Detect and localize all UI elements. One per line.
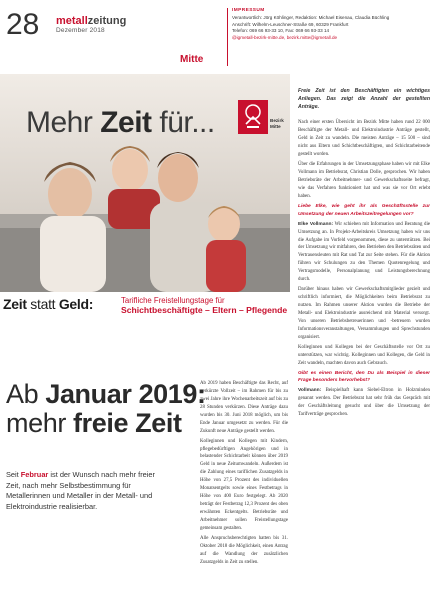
article-column-right (298, 88, 430, 594)
speaker-name: Elke Vollmann: (298, 221, 334, 227)
strip-headline (3, 296, 93, 312)
answer-text: Wir schieben mit Information und Beratung die Umsetzung an. In Projekt-Arbeitskreis Umsetzung haben wir uns die Aufgabe im Vorfeld vorgenommen, diese zu unterstützen. Bei der Umsetzung wir mitfahren, den Betrieben den Betriebsräten und Vertrauensleuten mit Rat und Tat zur Seite stehen. Für die Aktion führen wir Schulungen zu den Themen Quotenregelung und Vertragsmodelle, Personalplanung und Leistungsberechnung durch. (298, 221, 430, 283)
logo-caption (270, 118, 284, 129)
logo-caption-line-2: Mitte (270, 123, 281, 129)
article-paragraph: Nach einer ersten Übersicht im Bezirk Mitte haben rund 22 000 Beschäftigte der Metall- und Elektroindustrie Anträge gestellt, Geld in Zeit zu wandeln. Die meisten Anträge – 15 500 – sind nicht aus Eltern und Schichtbeschäftigten, und Schichtarbeitende gestellt worden. (298, 120, 430, 158)
interview-question: Liebe Elke, wie geht ihr als Geschäftsstelle zur Umsetzung der neuen Arbeitszeitregelungen vor? (298, 203, 430, 217)
header-divider (227, 8, 228, 66)
publication-brand (56, 16, 126, 34)
feature-headline-word-1: Ab (6, 379, 46, 409)
feature-intro-2: ist der Wunsch nach mehr freier Zeit, nach mehr Selbstbestimmung für Metallerinnen und Metaller in der Metall- und Elektroindustrie realisierbar. (6, 470, 155, 512)
headline-part-1: Mehr (26, 106, 101, 139)
feature-headline-word-2: Januar 2019: (45, 379, 206, 409)
strip-subheadline (121, 296, 297, 316)
article-column-middle (200, 380, 288, 594)
page-number: 28 (6, 8, 40, 41)
article-paragraph: Ab 2019 haben Beschäftigte das Recht, auf verkürzte Vollzeit – im Rahmen für bis zu zwei Jahre ihre Wochenarbeitszeit auf bis zu 28 Stunden verkürzen. Diese Anträge dazu wurden bis 30. Juni 2018 möglich, um bis Ende Januar umgesetzt zu werden. Für die Zukunft neue Anträge gestellt werden. (200, 381, 288, 434)
article-paragraph: Darüber hinaus haben wir Gewerkschaftsmitglieder gezielt und schriftlich informiert, die Möglichkeiten beim Betriebsrat zu nutzen. Im Rahmen unserer Aktion wurden die Betriebe der Metall- und Elektroindustrie ausreichend mit Material versorgt. Von unseren Betriebsbetreuerinnen und -betreuern wurden Informationsveranstaltungen, Versammlungen und Sprechstunden organisiert. (298, 287, 430, 340)
feature-intro-highlight: Februar (20, 470, 49, 479)
imprint-line-1: Verantwortlich: Jörg Köhlinger, Redaktion: Michael Eisenau, Claudia Büchling (232, 14, 390, 20)
headline-part-3: für... (151, 106, 215, 139)
feature-headline-word-3: mehr (6, 408, 74, 439)
article-paragraph: Kolleginnen und Kollegen mit Kindern, pflegebedürftigen Angehörigen und in belastender Schichtarbeit können über 2019 Geld in neue Zeitumwandeln. Außerdem ist die Zahlung eines tariflichen Zusatzgelds in Höhe von 27,5 Prozent des individuellen Monatsentgelts sowie eines Festbetrags in Höhe von 400 Euro festgelegt. Ab 2020 beträgt der Festbetrag 12,3 Prozent des oben erwähnten Eckentgelts. Betriebsräte und Arbeitnehmer sollen Freistellungstage gemeinsam gestalten. (200, 438, 288, 531)
imprint (232, 8, 432, 42)
brand-suffix: zeitung (87, 15, 127, 27)
strip-sub-line-2: Schichtbeschäftigte – Eltern – Pflegende (121, 305, 288, 316)
brand-prefix: metall (56, 15, 88, 27)
strip-word-3: Geld: (58, 296, 94, 312)
photo-headline (26, 106, 215, 140)
answer-text: Beispielhaft kann Siebel-Eltron in Holzminden genannt werden. Der Betriebsrat hat sehr früh das Gespräch mit der Geschäftsleitung gesucht und über die Umsetzung der Tarifverträge gesprochen. (298, 388, 430, 418)
feature-headline-line-2 (6, 409, 206, 438)
feature-headline (6, 380, 206, 438)
feature-intro-1: Seit (6, 470, 21, 479)
region-label: Mitte (180, 54, 204, 65)
imprint-line-4: @igmetall-bezirk-mitte.de, bezirk.mitte@igmetall.de (232, 34, 338, 40)
interview-question: Gibt es einen Bericht, den Du als Beispiel in dieser Frage besonders hervorhebst? (298, 370, 430, 384)
logo-caption-line-1: Bezirk (270, 118, 284, 123)
headline-part-2: Zeit (100, 106, 152, 139)
article-paragraph: Über die Erfahrungen in der Umsetzungsphase haben wir mit Elke Vollmann im Betriebsrat, Christian Dolle, gesprochen. Wir haben Betriebsräte der Arbeitnehmer- und Gewerkschaftsseite befragt, wie das Verfahren funktioniert hat und was sie vor Ort erlebt haben. (298, 162, 430, 199)
interview-answer (298, 387, 430, 419)
brand-name (56, 16, 126, 28)
article-paragraph: Alle Anspruchsberechtigten hatten bis 31. Oktober 2018 die Möglichkeit, einen Antrag auf die Wandlung der zusätzlichen Zusatzgelds in Zeit zu stellen. (200, 535, 288, 565)
strip-word-2: statt (26, 296, 59, 312)
imprint-line-3: Telefon: 069 66 93-33 10, Fax: 069 66 93-33 14 (232, 28, 330, 34)
interview-answer (298, 221, 430, 285)
imprint-line-2: Anschrift: Wilhelm-Leuschner-Straße 69, 60329 Frankfurt (232, 21, 349, 27)
article-paragraph: Kolleginnen und Kollegen bei der Geschäftsstelle vor Ort zu unterstützen, war wichtig. Kolleginnen und Kollegen, die Geld in Zeit wandeln, machten davon auch Gebrauch. (298, 344, 430, 366)
article-lead: Freie Zeit ist den Beschäftigten ein wichtiges Anliegen. Das zeigt die Anzahl der gestellten Anträge. (298, 88, 430, 110)
feature-intro (6, 470, 168, 513)
issue-date: Dezember 2018 (56, 26, 105, 34)
strip-sub-line-1: Tarifliche Freistellungstage für (121, 296, 225, 305)
feature-headline-line-1 (6, 380, 206, 409)
igmetall-logo (238, 100, 268, 134)
speaker-name: Vollmann: (298, 388, 322, 394)
imprint-title: IMPRESSUM (232, 8, 265, 13)
igmetall-emblem-icon (238, 100, 268, 134)
strip-word-1: Zeit (3, 296, 27, 312)
feature-headline-word-4: freie Zeit (73, 408, 182, 439)
